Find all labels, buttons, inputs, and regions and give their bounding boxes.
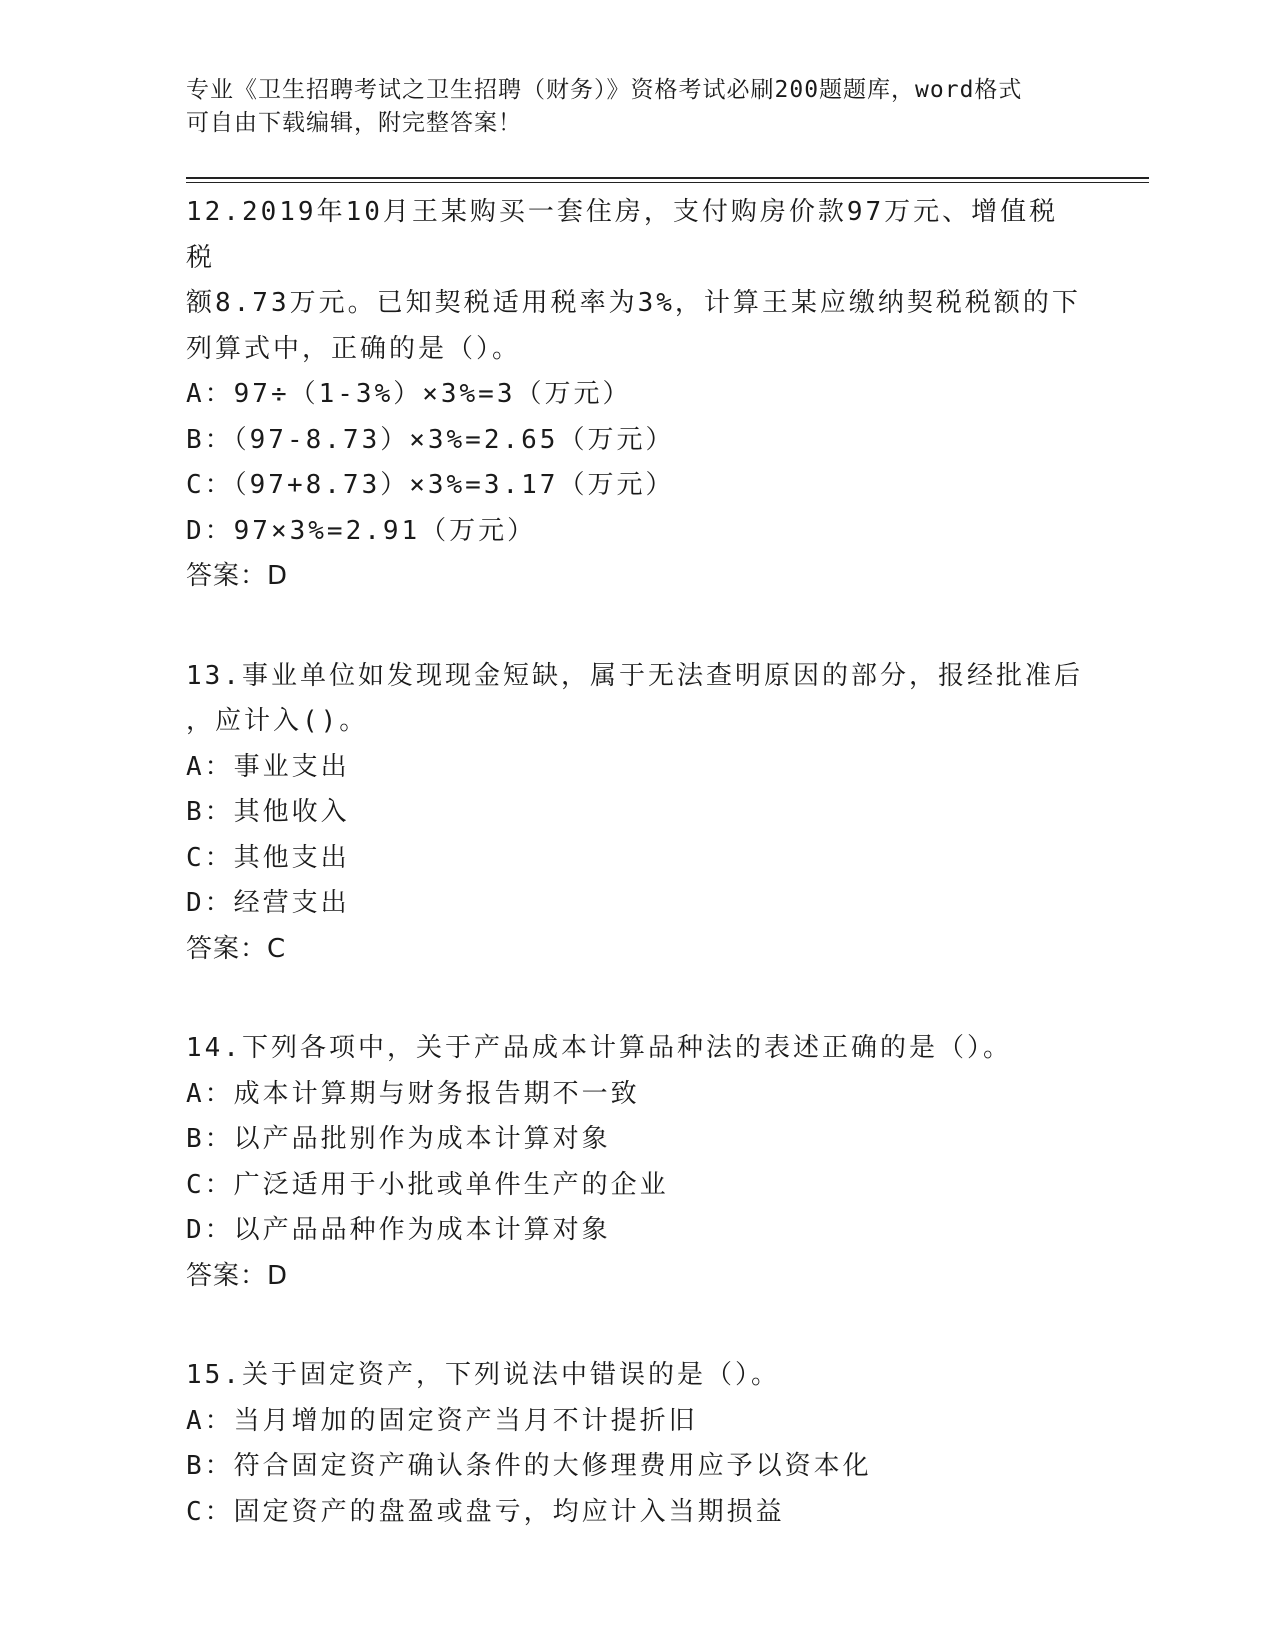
option-d: D：经营支出 [186, 888, 350, 918]
question-13 [186, 654, 1086, 973]
question-stem-line: 列算式中，正确的是（）。 [186, 333, 522, 364]
question-stem-line: ，应计入()。 [186, 706, 369, 736]
answer-label: 答案：D [186, 1260, 289, 1291]
option-a: A：当月增加的固定资产当月不计提折旧 [186, 1405, 698, 1436]
question-stem-line: 12.2019年10月王某购买一套住房，支付购房价款97万元、增值税税 [186, 197, 1059, 273]
option-a: A：事业支出 [186, 751, 350, 782]
header-line-2: 可自由下载编辑，附完整答案！ [186, 110, 522, 136]
option-d: D：97×3%=2.91（万元） [186, 515, 537, 546]
document-header [186, 74, 1086, 140]
header-divider-thin [186, 182, 1149, 183]
answer-label: 答案：D [186, 561, 289, 591]
question-15 [186, 1353, 1086, 1535]
question-stem-line: 额8.73万元。已知契税适用税率为3%，计算王某应缴纳契税税额的下 [186, 288, 1081, 318]
option-b: B：其他收入 [186, 797, 350, 827]
option-b: B：以产品批别作为成本计算对象 [186, 1124, 611, 1154]
answer-label: 答案：C [186, 933, 287, 964]
question-12 [186, 190, 1086, 600]
option-c: C：固定资产的盘盈或盘亏，均应计入当期损益 [186, 1496, 785, 1527]
option-d: D：以产品品种作为成本计算对象 [186, 1215, 611, 1245]
option-c: C：其他支出 [186, 842, 350, 873]
option-b: B：（97-8.73）×3%=2.65（万元） [186, 424, 675, 455]
option-c: C：（97+8.73）×3%=3.17（万元） [186, 470, 675, 500]
option-c: C：广泛适用于小批或单件生产的企业 [186, 1169, 669, 1200]
question-stem-line: 15.关于固定资产，下列说法中错误的是（）。 [186, 1360, 780, 1390]
option-a: A：97÷（1-3%）×3%=3（万元） [186, 379, 632, 409]
question-14 [186, 1026, 1086, 1299]
question-stem-line: 13.事业单位如发现现金短缺，属于无法查明原因的部分，报经批准后 [186, 660, 1083, 691]
header-line-1: 专业《卫生招聘考试之卫生招聘（财务）》资格考试必刷200题题库，word格式 [186, 77, 1023, 103]
question-stem-line: 14.下列各项中，关于产品成本计算品种法的表述正确的是（）。 [186, 1033, 1012, 1063]
header-divider-thick [186, 177, 1149, 179]
option-b: B：符合固定资产确认条件的大修理费用应予以资本化 [186, 1451, 872, 1481]
option-a: A：成本计算期与财务报告期不一致 [186, 1078, 640, 1109]
question-list [186, 190, 1086, 1589]
